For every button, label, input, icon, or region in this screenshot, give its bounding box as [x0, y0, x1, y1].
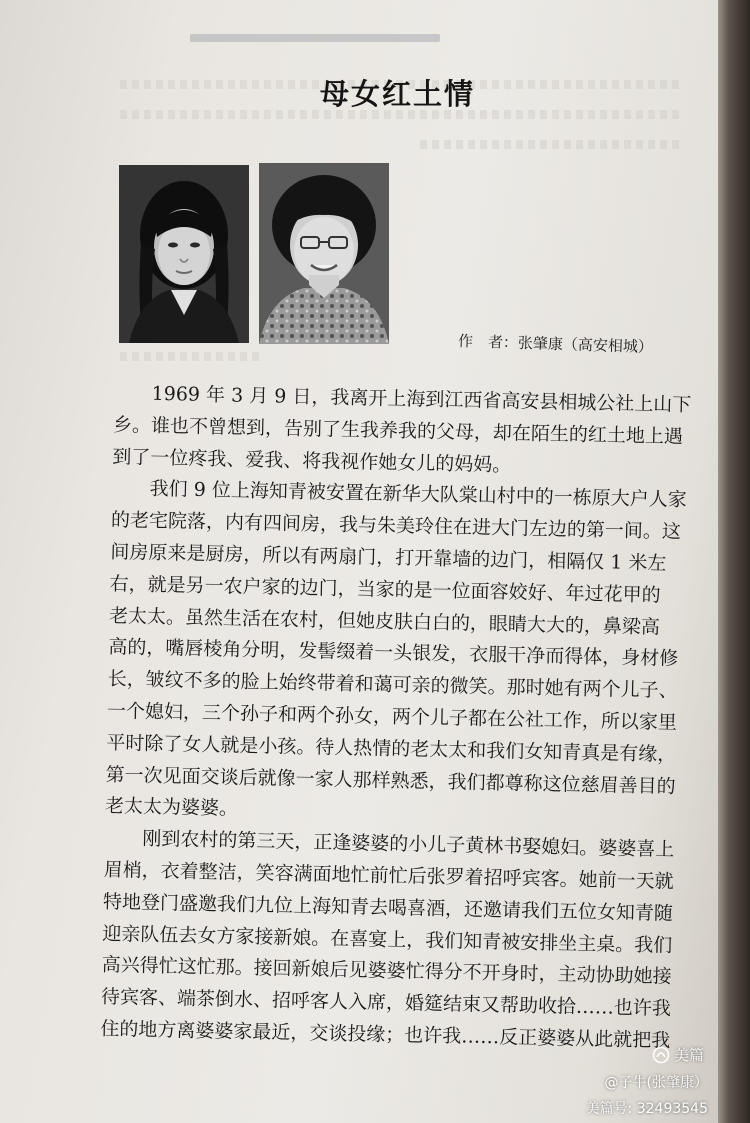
body-text-line: 刚到农村的第三天，正逢婆婆的小儿子黄林书娶媳妇。婆婆喜上 — [142, 827, 675, 861]
show-through-text — [420, 140, 680, 149]
body-text-line: 老太太为婆婆。 — [104, 795, 239, 821]
body-text-line: 间房原来是厨房，所以有两扇门，打开靠墙的边门，相隔仅 1 米左 — [110, 540, 667, 575]
body-text-line: 到了一位疼我、爱我、将我视作她女儿的妈妈。 — [112, 445, 512, 476]
body-text-line: 高的，嘴唇棱角分明，发髻缀着一头银发，衣服干净而得体，身材修 — [108, 636, 679, 671]
running-header-blur — [190, 34, 440, 42]
watermark-brand — [652, 1044, 704, 1065]
body-text-line: 第一次见面交谈后就像一家人那样熟悉，我们都尊称这位慈眉善目的 — [105, 763, 676, 798]
meipian-logo-icon — [652, 1046, 670, 1064]
article-body — [100, 378, 704, 1058]
body-text-line: 长，皱纹不多的脸上始终带着和蔼可亲的微笑。那时她有两个儿子、 — [107, 668, 678, 703]
body-text-line: 特地登门盛邀我们九位上海知青去喝喜酒，还邀请我们五位女知青随 — [102, 890, 674, 925]
body-text-line: 迎亲队伍去女方家接新娘。在喜宴上，我们知青被安排坐主桌。我们 — [102, 922, 673, 957]
body-text-line: 一个媳妇，三个孙子和两个孙女，两个儿子都在公社工作，所以家里 — [106, 699, 678, 734]
body-text-line: 待宾客、端茶倒水、招呼客人入席，婚筵结束又帮助收拾……也许我 — [100, 986, 672, 1020]
body-text-line: 乡。谁也不曾想到，告别了生我养我的父母，却在陌生的红土地上遇 — [112, 413, 684, 448]
body-text-line: 的老宅院落，内有四间房，我与朱美玲住在进大门左边的第一间。这 — [110, 509, 682, 544]
watermark-brand-label: 美篇 — [673, 1046, 704, 1064]
body-text-line: 老太太。虽然生活在农村，但她皮肤白白的，眼睛大大的，鼻梁高 — [108, 604, 661, 639]
body-text-line: 右，就是另一农户家的边门，当家的是一位面容姣好、年过花甲的 — [109, 572, 661, 607]
body-text-line: 住的地方离婆婆家最近，交谈投缘；也许我……反正婆婆从此就把我 — [100, 1017, 671, 1052]
body-text-line: 高兴得忙这忙那。接回新娘后见婆婆忙得分不开身时，主动协助她接 — [101, 954, 672, 989]
author-byline: 作 者：张肇康（高安相城） — [457, 332, 654, 357]
body-text-line: 眉梢，衣着整洁，笑容满面地忙前忙后张罗着招呼宾客。她前一天就 — [103, 858, 674, 893]
portrait-photo-older-woman — [259, 163, 389, 344]
body-text-line: 1969 年 3 月 9 日，我离开上海到江西省高安县相城公社上山下 — [151, 382, 692, 417]
show-through-text — [120, 352, 260, 361]
watermark-username: @子牛(张肇康） — [604, 1075, 708, 1091]
watermark-account-id: 美篇号: 32493545 — [585, 1101, 708, 1117]
portrait-photo-young-woman — [119, 165, 249, 343]
article-title: 母女红土情 — [320, 77, 476, 111]
body-text-line: 平时除了女人就是小孩。待人热情的老太太和我们女知青真是有缘， — [106, 731, 677, 766]
book-spine-edge — [718, 0, 750, 1123]
body-text-line: 我们 9 位上海知青被安置在新华大队棠山村中的一栋原大户人家 — [149, 478, 687, 512]
